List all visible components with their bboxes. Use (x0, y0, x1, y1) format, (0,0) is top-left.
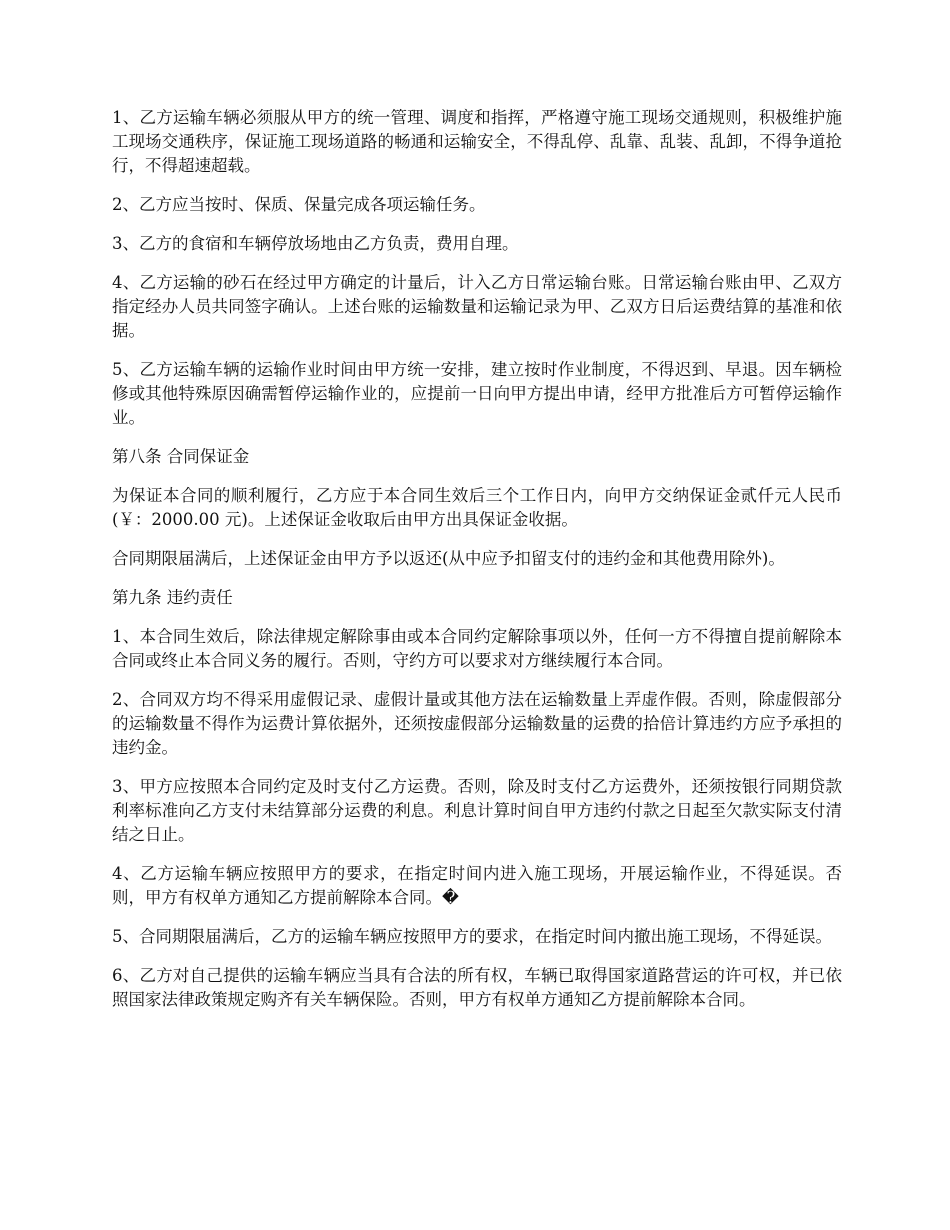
article-9-heading: 第九条 违约责任 (112, 588, 233, 607)
article-9-item-1: 1、本合同生效后，除法律规定解除事由或本合同约定解除事项以外，任何一方不得擅自提前解除本合同或终止本合同义务的履行。否则，守约方可以要求对方继续履行本合同。 (112, 627, 842, 670)
article-9-item-6: 6、乙方对自己提供的运输车辆应当具有合法的所有权，车辆已取得国家道路营运的许可权，并已依照国家法律政策规定购齐有关车辆保险。否则，甲方有权单方通知乙方提前解除本合同。 (112, 966, 842, 1009)
clause-7-item-1: 1、乙方运输车辆必须服从甲方的统一管理、调度和指挥，严格遵守施工现场交通规则，积极维护施工现场交通秩序，保证施工现场道路的畅通和运输安全，不得乱停、乱靠、乱装、乱卸，不得争道抢行，不得超速超载。 (112, 108, 842, 175)
article-8-heading: 第八条 合同保证金 (112, 447, 250, 466)
article-9-item-4: 4、乙方运输车辆应按照甲方的要求，在指定时间内进入施工现场，开展运输作业，不得延误。否则，甲方有权单方通知乙方提前解除本合同。� (112, 864, 842, 907)
document-body (112, 106, 842, 1027)
clause-7-item-2: 2、乙方应当按时、保质、保量完成各项运输任务。 (112, 195, 486, 214)
article-8-deposit-paragraph: 为保证本合同的顺利履行，乙方应于本合同生效后三个工作日内，向甲方交纳保证金贰仟元人民币(￥：2000.00 元)。上述保证金收取后由甲方出具保证金收据。 (112, 486, 842, 529)
article-8-refund-paragraph: 合同期限届满后，上述保证金由甲方予以返还(从中应予扣留支付的违约金和其他费用除外)。 (112, 549, 785, 568)
article-9-item-5: 5、合同期限届满后，乙方的运输车辆应按照甲方的要求，在指定时间内撤出施工现场，不得延误。 (112, 927, 832, 946)
clause-7-item-5: 5、乙方运输车辆的运输作业时间由甲方统一安排，建立按时作业制度，不得迟到、早退。因车辆检修或其他特殊原因确需暂停运输作业的，应提前一日向甲方提出申请，经甲方批准后方可暂停运输作业。 (112, 360, 842, 427)
article-9-item-2: 2、合同双方均不得采用虚假记录、虚假计量或其他方法在运输数量上弄虚作假。否则，除虚假部分的运输数量不得作为运费计算依据外，还须按虚假部分运输数量的运费的拾倍计算违约方应予承担的违约金。 (112, 690, 842, 757)
clause-7-item-3: 3、乙方的食宿和车辆停放场地由乙方负责，费用自理。 (112, 234, 519, 253)
article-9-item-3: 3、甲方应按照本合同约定及时支付乙方运费。否则，除及时支付乙方运费外，还须按银行同期贷款利率标准向乙方支付未结算部分运费的利息。利息计算时间自甲方违约付款之日起至欠款实际支付清结之日止。 (112, 777, 842, 844)
clause-7-item-4: 4、乙方运输的砂石在经过甲方确定的计量后，计入乙方日常运输台账。日常运输台账由甲、乙双方指定经办人员共同签字确认。上述台账的运输数量和运输记录为甲、乙双方日后运费结算的基准和依据。 (112, 273, 842, 340)
